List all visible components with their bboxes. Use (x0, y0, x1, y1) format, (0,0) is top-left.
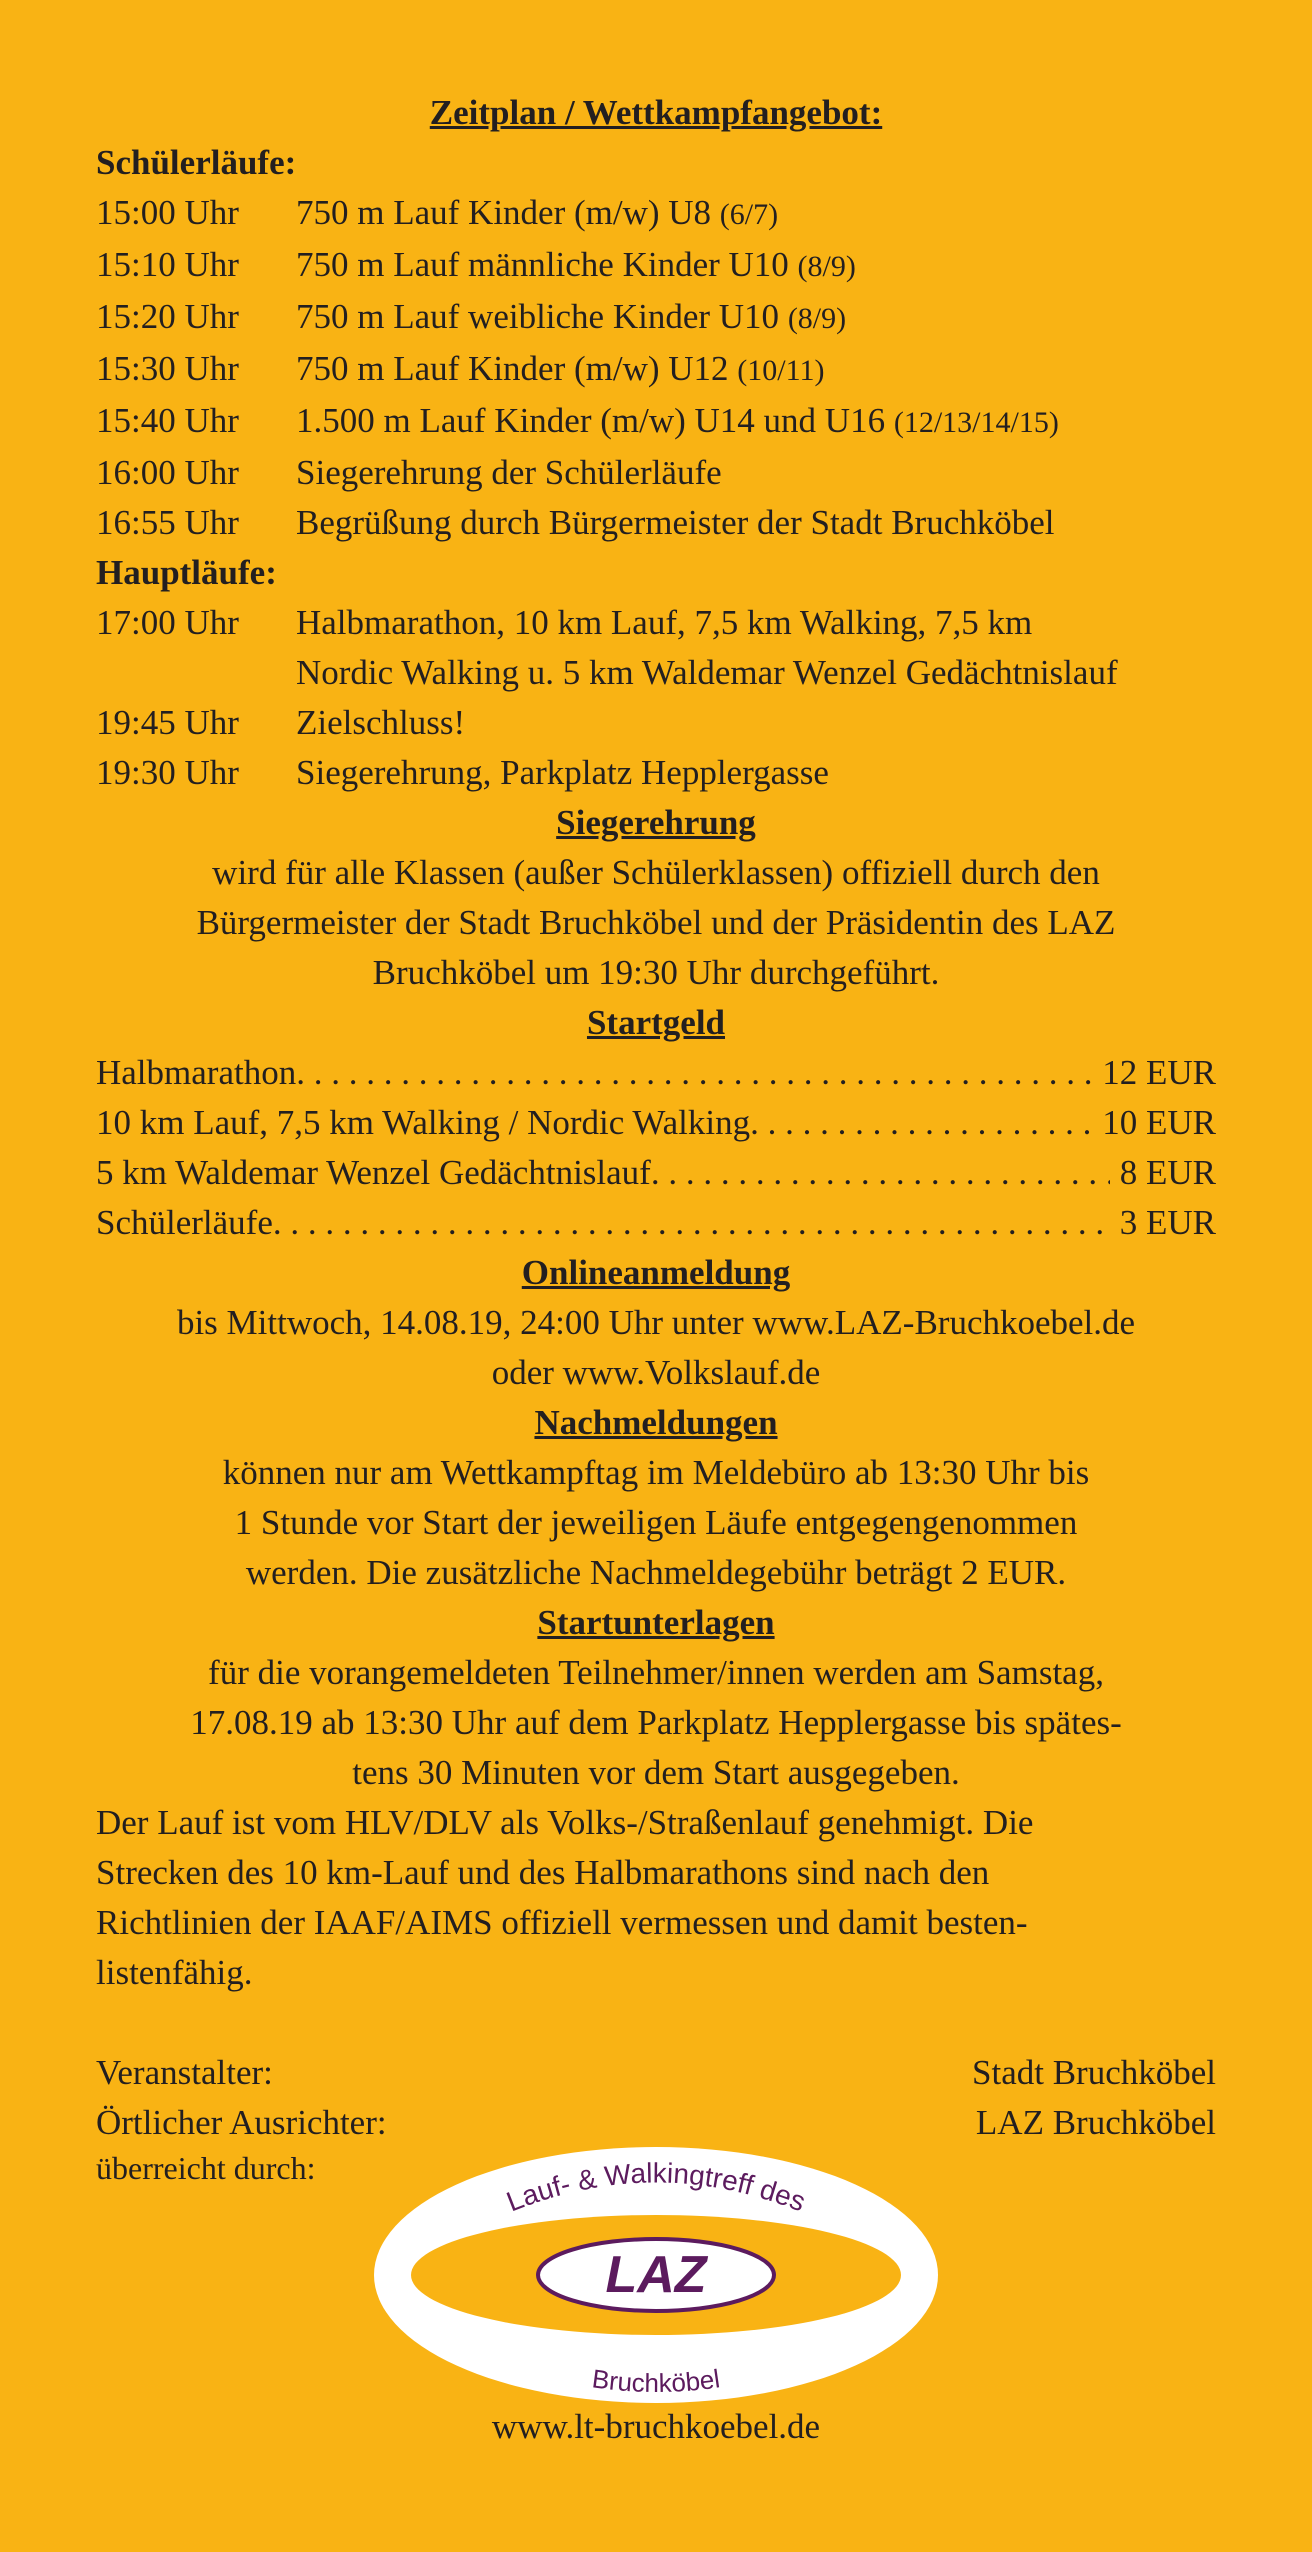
logo-top-text: Lauf- & Walkingtreff des (502, 2157, 810, 2218)
organizer-label: Örtlicher Ausrichter: (96, 2103, 387, 2142)
organizer-value: Stadt Bruchköbel (972, 2053, 1216, 2092)
haupt-heading: Hauptläufe: (96, 553, 277, 592)
time: 17:00 Uhr (96, 603, 239, 642)
event: 750 m Lauf Kinder (m/w) U8 (296, 193, 712, 232)
text-line: Der Lauf ist vom HLV/DLV als Volks-/Straßenlauf genehmigt. Die (96, 1803, 1034, 1842)
text-line: wird für alle Klassen (außer Schülerklassen) offiziell durch den (212, 853, 1100, 892)
logo-center-text: LAZ (605, 2246, 707, 2304)
event: 750 m Lauf männliche Kinder U10 (296, 245, 789, 284)
text-line: oder www.Volkslauf.de (491, 1353, 821, 1392)
age-note: (8/9) (787, 302, 847, 335)
schedule-row (96, 240, 1216, 292)
fee-name: 10 km Lauf, 7,5 km Walking / Nordic Walking (96, 1103, 751, 1142)
text-line: Richtlinien der IAAF/AIMS offiziell vermessen und damit besten- (96, 1903, 1028, 1942)
text-line: Strecken des 10 km-Lauf und des Halbmarathons sind nach den (96, 1853, 990, 1892)
schedule-row (96, 748, 1216, 798)
text-line: können nur am Wettkampftag im Meldebüro ab 13:30 Uhr bis (222, 1453, 1090, 1492)
laz-logo (372, 2145, 940, 2405)
text-line: 1 Stunde vor Start der jeweiligen Läufe entgegengenommen (234, 1503, 1078, 1542)
time: 15:10 Uhr (96, 245, 239, 284)
fee-row (96, 1148, 1216, 1198)
schedule-row (96, 448, 1216, 498)
fee-row (96, 1098, 1216, 1148)
startunterlagen-heading: Startunterlagen (537, 1603, 775, 1642)
age-note: (10/11) (737, 354, 825, 387)
schedule-row (96, 344, 1216, 396)
time (96, 648, 296, 698)
siegerehrung-heading: Siegerehrung (556, 803, 756, 842)
event: 750 m Lauf weibliche Kinder U10 (296, 297, 780, 336)
organizer-row (96, 2048, 1216, 2098)
text-line: tens 30 Minuten vor dem Start ausgegeben. (352, 1753, 960, 1792)
fee-name: Schülerläufe (96, 1203, 273, 1242)
text-line: Bürgermeister der Stadt Bruchköbel und der Präsidentin des LAZ (196, 903, 1116, 942)
fee-price: 10 EUR (1102, 1103, 1216, 1142)
event: Nordic Walking u. 5 km Waldemar Wenzel Gedächtnislauf (296, 653, 1118, 692)
time: 19:30 Uhr (96, 753, 239, 792)
event: Siegerehrung der Schülerläufe (296, 453, 722, 492)
time: 16:55 Uhr (96, 503, 239, 542)
organizer-row (96, 2098, 1216, 2148)
time: 16:00 Uhr (96, 453, 239, 492)
schedule-heading: Zeitplan / Wettkampfangebot: (429, 93, 883, 132)
logo-bottom-text: Bruchköbel (590, 2363, 722, 2399)
startgeld-heading: Startgeld (586, 1003, 726, 1042)
leader-dots (273, 1198, 1110, 1248)
text-line: 17.08.19 ab 13:30 Uhr auf dem Parkplatz Hepplergasse bis spätes- (190, 1703, 1122, 1742)
fee-price: 8 EUR (1119, 1153, 1216, 1192)
fee-row (96, 1198, 1216, 1248)
leader-dots (651, 1148, 1110, 1198)
schedule-row (96, 188, 1216, 240)
online-heading: Onlineanmeldung (521, 1253, 791, 1292)
event: Halbmarathon, 10 km Lauf, 7,5 km Walking, 7,5 km (296, 603, 1033, 642)
leader-dots (750, 1098, 1092, 1148)
text-line: werden. Die zusätzliche Nachmeldegebühr beträgt 2 EUR. (245, 1553, 1067, 1592)
event: 750 m Lauf Kinder (m/w) U12 (296, 349, 729, 388)
fee-price: 12 EUR (1102, 1053, 1216, 1092)
time: 15:30 Uhr (96, 349, 239, 388)
schedule-row (96, 396, 1216, 448)
age-note: (12/13/14/15) (893, 406, 1059, 439)
fee-name: 5 km Waldemar Wenzel Gedächtnislauf (96, 1153, 651, 1192)
time: 15:00 Uhr (96, 193, 239, 232)
flyer-content (96, 88, 1216, 2188)
schedule-row (96, 292, 1216, 344)
fee-price: 3 EUR (1119, 1203, 1216, 1242)
event: Zielschluss! (296, 703, 466, 742)
age-note: (8/9) (797, 250, 856, 283)
text-line: für die vorangemeldeten Teilnehmer/innen werden am Samstag, (208, 1653, 1104, 1692)
schueler-heading: Schülerläufe: (96, 143, 297, 182)
event: Begrüßung durch Bürgermeister der Stadt Bruchköbel (296, 503, 1055, 542)
time: 15:40 Uhr (96, 401, 239, 440)
organizer-value: LAZ Bruchköbel (975, 2103, 1216, 2142)
text-line: Bruchköbel um 19:30 Uhr durchgeführt. (372, 953, 940, 992)
schedule-row (96, 648, 1216, 698)
text-line: bis Mittwoch, 14.08.19, 24:00 Uhr unter www.LAZ-Bruchkoebel.de (176, 1303, 1136, 1342)
schedule-row (96, 498, 1216, 548)
text-line: listenfähig. (96, 1953, 253, 1992)
time: 19:45 Uhr (96, 703, 239, 742)
schedule-row (96, 598, 1216, 648)
presented-by-label: überreicht durch: (96, 2150, 316, 2186)
fee-name: Halbmarathon (96, 1053, 297, 1092)
time: 15:20 Uhr (96, 297, 239, 336)
fee-row (96, 1048, 1216, 1098)
event: 1.500 m Lauf Kinder (m/w) U14 und U16 (296, 401, 886, 440)
website-link[interactable]: www.lt-bruchkoebel.de (491, 2407, 821, 2446)
schedule-row (96, 698, 1216, 748)
organizer-label: Veranstalter: (96, 2053, 273, 2092)
event: Siegerehrung, Parkplatz Hepplergasse (296, 753, 829, 792)
nachmeldungen-heading: Nachmeldungen (534, 1403, 778, 1442)
age-note: (6/7) (719, 198, 779, 231)
leader-dots (296, 1048, 1092, 1098)
